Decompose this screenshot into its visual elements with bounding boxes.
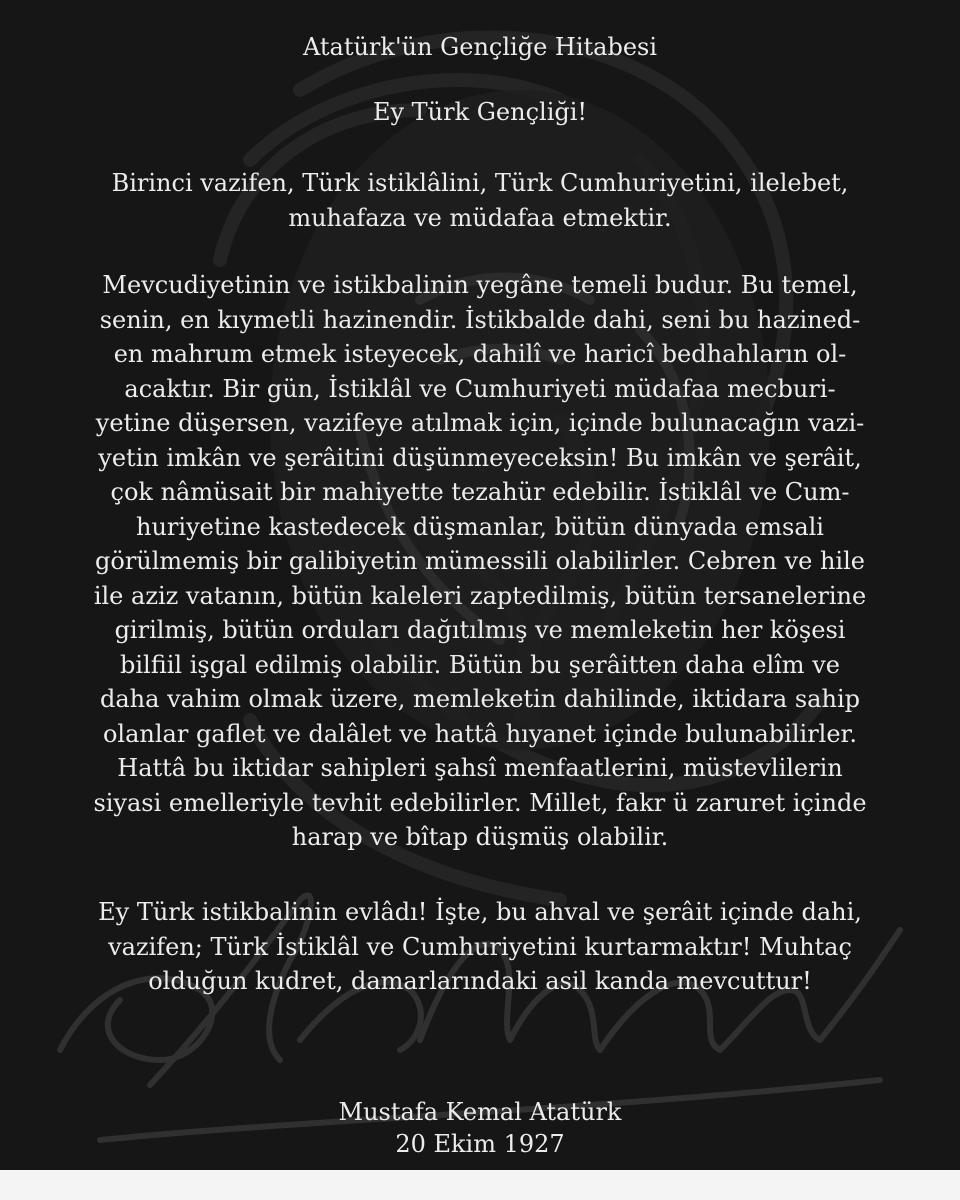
text-line: acaktır. Bir gün, İstiklâl ve Cumhuriyeti müdafaa mecburi- [124, 374, 836, 403]
text-line: ile aziz vatanın, bütün kaleleri zaptedilmiş, bütün tersanelerine [93, 581, 867, 610]
bottom-margin [0, 1170, 960, 1200]
paragraph-2 [30, 268, 930, 855]
text-line: bilfiil işgal edilmiş olabilir. Bütün bu şerâitten daha elîm ve [120, 650, 840, 679]
text-line: yetin imkân ve şerâitini düşünmeyeceksin! Bu imkân ve şerâit, [98, 443, 862, 472]
text-line: girilmiş, bütün orduları dağıtılmış ve memleketin her köşesi [114, 616, 846, 644]
text-line: harap ve bîtap düşmüş olabilir. [291, 823, 669, 851]
signature-block [0, 1096, 960, 1160]
document-title: Atatürk'ün Gençliğe Hitabesi [302, 33, 658, 61]
text-line: olanlar gaflet ve dalâlet ve hattâ hıyanet içinde bulunabilirler. [102, 719, 858, 748]
greeting-heading: Ey Türk Gençliği! [372, 98, 588, 126]
text-line: Birinci vazifen, Türk istiklâlini, Türk Cumhuriyetini, ilelebet, [111, 169, 849, 197]
text-line: muhafaza ve müdafaa etmektir. [288, 203, 672, 232]
text-line: vazifen; Türk İstiklâl ve Cumhuriyetini kurtarmaktır! Muhtaç [108, 932, 852, 961]
text-line: huriyetine kastedecek düşmanlar, bütün dünyada emsali [136, 512, 824, 541]
paragraph-3 [30, 895, 930, 999]
signature-date: 20 Ekim 1927 [395, 1130, 565, 1158]
text-line: çok nâmüsait bir mahiyette tezahür edebilir. İstiklâl ve Cum- [110, 478, 850, 506]
text-line: Mevcudiyetinin ve istikbalinin yegâne temeli budur. Bu temel, [102, 271, 858, 299]
text-line: olduğun kudret, damarlarındaki asil kanda mevcuttur! [148, 967, 812, 995]
signature-name: Mustafa Kemal Atatürk [338, 1098, 622, 1126]
text-line: görülmemiş bir galibiyetin mümessili olabilirler. Cebren ve hile [95, 547, 865, 575]
text-line: senin, en kıymetli hazinendir. İstikbalde dahi, seni bu hazined- [99, 305, 861, 334]
text-line: daha vahim olmak üzere, memleketin dahilinde, iktidara sahip [100, 685, 860, 713]
text-line: siyasi emelleriyle tevhit edebilirler. Millet, fakr ü zaruret içinde [93, 788, 867, 817]
text-line: Ey Türk istikbalinin evlâdı! İşte, bu ahval ve şerâit içinde dahi, [98, 898, 862, 926]
paragraph-1 [30, 166, 930, 235]
text-line: yetine düşersen, vazifeye atılmak için, içinde bulunacağın vazi- [95, 409, 865, 437]
text-line: Hattâ bu iktidar sahipleri şahsî menfaatlerini, müstevlilerin [117, 754, 843, 782]
text-line: en mahrum etmek isteyecek, dahilî ve haricî bedhahların ol- [113, 340, 847, 368]
